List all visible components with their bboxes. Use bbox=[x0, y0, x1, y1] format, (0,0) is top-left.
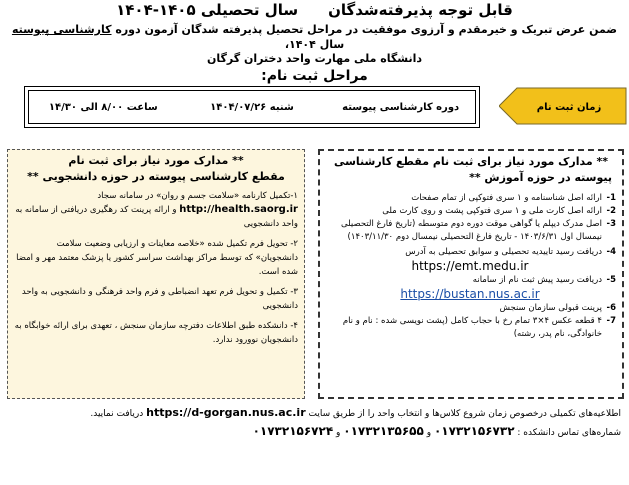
student-item-1 bbox=[13, 189, 298, 231]
emt-link[interactable]: https://emt.medu.ir bbox=[411, 259, 529, 273]
phone-3: ۰۱۷۳۲۱۵۶۷۲۴ bbox=[252, 424, 334, 438]
faculty-site-link[interactable]: https://d-gorgan.nus.ac.ir bbox=[146, 406, 306, 419]
education-box-title-2: پیوسته در حوزه آموزش ** bbox=[469, 171, 612, 184]
student-item-1-rest: و ارائه پرینت کد رهگیری دریافتی از سامانه به واحد دانشجویی bbox=[15, 205, 298, 229]
education-item-1: 1- ارائه اصل شناسنامه و ۱ سری فتوکپی از تمام صفحات bbox=[411, 193, 616, 203]
education-item-2: 2- ارائه اصل کارت ملی و ۱ سری فتوکپی پشت و روی کارت ملی bbox=[382, 206, 616, 216]
registration-date: شنبه ۱۴۰۴/۰۷/۲۶ bbox=[210, 101, 294, 113]
education-item-7: 7- ۴ قطعه عکس ۴×۳ تمام رخ با حجاب کامل (پشت نویسی شده : نام و نام خانوادگی، نام پدر، رشته) bbox=[342, 316, 616, 339]
university-name: دانشگاه ملی مهارت واحد دختران گرگان bbox=[206, 52, 423, 65]
title-audience: قابل توجه پذیرفته‌شدگان bbox=[328, 1, 513, 19]
intro-prefix: ضمن عرض تبریک و خیرمقدم و آرزوی موفقیت در مراحل تحصیل پذیرفته شدگان آزمون دوره bbox=[115, 23, 618, 36]
education-item-3: 3- اصل مدرک دیپلم یا گواهی موقت دوره دوم متوسطه (تاریخ فارغ التحصیلی نیمسال اول ۱۴۰۳/۶/۳۱ - تاریخ فارغ التحصیلی نیمسال دوم ۱۴۰۳/۱۱/۳۰) bbox=[341, 219, 616, 242]
footer-info bbox=[8, 405, 621, 422]
registration-time: ساعت ۸/۰۰ الی ۱۴/۳۰ bbox=[48, 101, 158, 113]
phone-1: ۰۱۷۳۲۱۵۶۷۳۲ bbox=[433, 424, 515, 438]
arrow-label: زمان ثبت نام bbox=[536, 102, 602, 113]
student-box-title-1: ** مدارک مورد نیاز برای ثبت نام bbox=[68, 154, 244, 167]
student-item-3: ۳- تکمیل و تحویل فرم تعهد انضباطی و فرم واحد فرهنگی و دانشجویی به واحد دانشجویی bbox=[21, 287, 298, 311]
education-box-title-1: ** مدارک مورد نیاز برای ثبت نام مقطع کارشناسی bbox=[333, 155, 609, 168]
education-item-4: 4- دریافت رسید تاییدیه تحصیلی و سوابق تحصیلی به آدرس bbox=[405, 247, 616, 257]
intro-program: کارشناسی پیوسته bbox=[11, 23, 112, 36]
registration-time-box bbox=[24, 86, 480, 128]
footer-info-prefix: اطلاعیه‌های تکمیلی درخصوص زمان شروع کلاس‌ها و انتخاب واحد را از طریق سایت bbox=[308, 409, 621, 419]
student-item-4: ۴- دانشکده طبق اطلاعات دفترچه سازمان سنجش ، تعهدی برای ارائه خوابگاه به دانشجویان نوورود ندارد. bbox=[14, 321, 298, 345]
student-affairs-documents-box bbox=[7, 149, 305, 399]
page-title bbox=[0, 0, 629, 20]
intro-suffix: سال ۱۴۰۴، bbox=[284, 38, 345, 51]
phone-2: ۰۱۷۳۲۱۳۵۶۵۵ bbox=[343, 424, 424, 438]
footer-phones bbox=[8, 422, 621, 442]
title-year: سال تحصیلی ۱۴۰۵-۱۴۰۴ bbox=[116, 1, 299, 19]
intro-text bbox=[0, 22, 629, 52]
education-item-6: 6- پرینت قبولی سازمان سنجش bbox=[499, 303, 616, 313]
phone-separator: و bbox=[426, 428, 432, 438]
student-item-2: ۲- تحویل فرم تکمیل شده «خلاصه معاینات و ارزیابی وضعیت سلامت دانشجویان» که توسط مراکز بهداشت سراسر کشور یا پزشک معتمد مهر و امضا شده است. bbox=[16, 239, 298, 277]
phone-separator: و bbox=[336, 428, 341, 438]
phones-label: شماره‌های تماس دانشکده : bbox=[517, 428, 621, 438]
footer-info-suffix: دریافت نمایید. bbox=[90, 409, 144, 419]
education-documents-box bbox=[318, 149, 624, 399]
registration-time-arrow bbox=[499, 87, 627, 125]
health-link[interactable]: http://health.saorg.ir bbox=[179, 204, 298, 215]
footer bbox=[0, 405, 629, 442]
student-box-title-2: مقطع کارشناسی پیوسته در حوزه دانشجویی ** bbox=[27, 170, 285, 183]
steps-title: مراحل ثبت نام: bbox=[261, 68, 368, 84]
bustan-link[interactable]: https://bustan.nus.ac.ir bbox=[400, 287, 540, 301]
student-item-1-text: ۱-تکمیل کارنامه «سلامت جسم و روان» در سامانه سجاد bbox=[97, 191, 298, 201]
education-item-5: 5- دریافت رسید پیش ثبت نام از سامانه bbox=[472, 275, 616, 285]
registration-program: دوره کارشناسی پیوسته bbox=[342, 101, 460, 113]
notice-header bbox=[0, 0, 629, 85]
